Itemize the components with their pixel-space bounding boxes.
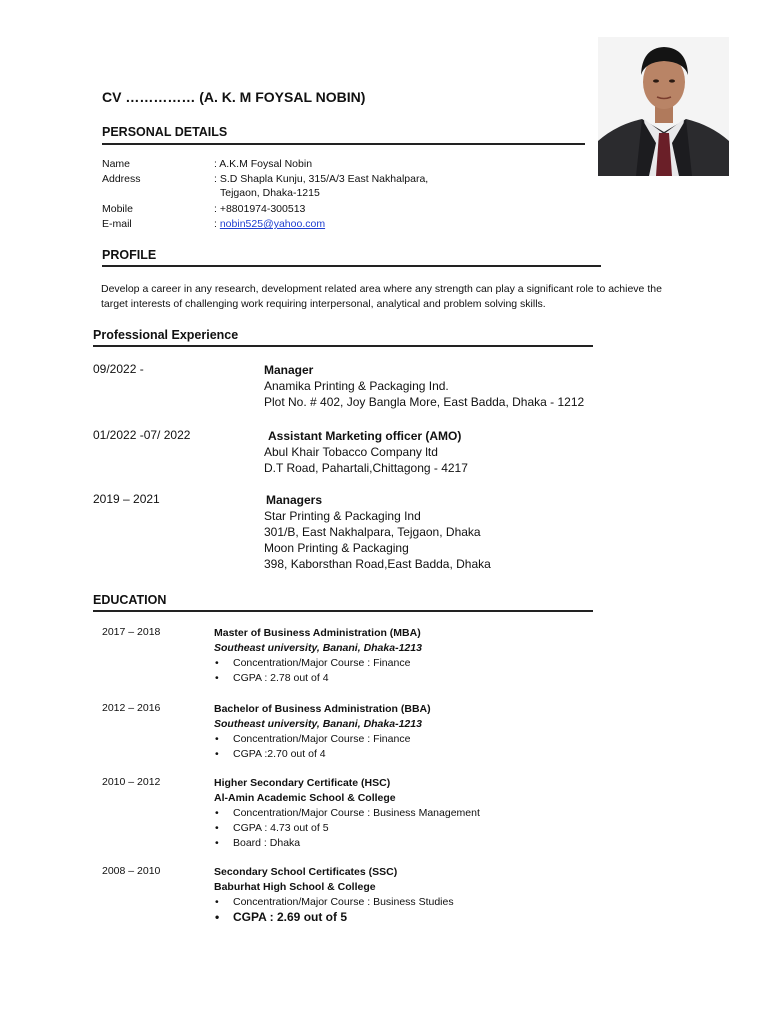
address-line-1: : S.D Shapla Kunju, 315/A/3 East Nakhalpara, (214, 173, 429, 185)
experience-item (264, 362, 584, 410)
address-label: Address (102, 173, 141, 185)
mobile-value: : +8801974-300513 (214, 203, 306, 215)
experience-line: 301/B, East Nakhalpara, Tejgaon, Dhaka (264, 525, 481, 539)
email-colon: : (214, 218, 217, 230)
education-bullet: • CGPA : 4.73 out of 5 (214, 821, 480, 836)
profile-photo (598, 37, 729, 176)
experience-line: D.T Road, Pahartali,Chittagong - 4217 (264, 461, 468, 475)
education-heading: EDUCATION (93, 593, 167, 607)
education-bullet: • CGPA : 2.78 out of 4 (214, 671, 422, 686)
education-bullet: • CGPA : 2.69 out of 5 (214, 910, 454, 925)
experience-line: Star Printing & Packaging Ind (264, 509, 421, 523)
name-label: Name (102, 158, 131, 170)
experience-title: Assistant Marketing officer (AMO) (268, 429, 462, 443)
education-years: 2012 – 2016 (102, 702, 161, 714)
experience-item (264, 492, 491, 572)
experience-title: Managers (266, 493, 323, 507)
address-line-2: Tejgaon, Dhaka-1215 (220, 187, 320, 199)
person-photo-icon (598, 37, 729, 176)
education-bullet: • Concentration/Major Course : Finance (214, 732, 431, 747)
education-institution: Southeast university, Banani, Dhaka-1213 (214, 718, 422, 730)
experience-line: 398, Kaborsthan Road,East Badda, Dhaka (264, 557, 491, 571)
education-years: 2010 – 2012 (102, 776, 161, 788)
email-row (214, 218, 325, 230)
experience-line: Anamika Printing & Packaging Ind. (264, 379, 449, 393)
name-value: : A.K.M Foysal Nobin (214, 158, 313, 170)
experience-line: Plot No. # 402, Joy Bangla More, East Badda, Dhaka - 1212 (264, 395, 585, 409)
profile-divider (102, 265, 601, 267)
email-label: E-mail (102, 218, 132, 230)
education-item (214, 702, 431, 762)
experience-date: 2019 – 2021 (93, 492, 160, 506)
experience-title: Manager (264, 363, 314, 377)
education-item (214, 776, 480, 851)
education-institution: Southeast university, Banani, Dhaka-1213 (214, 642, 422, 654)
experience-date: 01/2022 -07/ 2022 (93, 428, 191, 442)
education-degree: Bachelor of Business Administration (BBA) (214, 703, 431, 715)
experience-date: 09/2022 - (93, 362, 144, 376)
email-link[interactable]: nobin525@yahoo.com (219, 218, 326, 230)
experience-item (264, 428, 468, 476)
education-years: 2017 – 2018 (102, 626, 161, 638)
experience-divider (93, 345, 593, 347)
mobile-label: Mobile (102, 203, 133, 215)
education-bullet: • Concentration/Major Course : Finance (214, 656, 422, 671)
education-years: 2008 – 2010 (102, 865, 161, 877)
experience-heading: Professional Experience (93, 328, 239, 342)
experience-line: Moon Printing & Packaging (264, 541, 409, 555)
profile-text: Develop a career in any research, development related area where any strength can play a significant role to achieve the target interests of challenging work requiring interpersonal, analytical and problem solving skills. (101, 283, 662, 310)
profile-heading: PROFILE (102, 248, 157, 262)
personal-details-divider (102, 143, 585, 145)
education-bullet: • Board : Dhaka (214, 836, 480, 851)
personal-details-heading: PERSONAL DETAILS (102, 125, 228, 139)
education-divider (93, 610, 593, 612)
education-institution: Baburhat High School & College (214, 881, 376, 893)
education-item (214, 626, 422, 686)
cv-title: CV …………… (A. K. M FOYSAL NOBIN) (102, 89, 366, 105)
education-degree: Higher Secondary Certificate (HSC) (214, 777, 391, 789)
experience-line: Abul Khair Tobacco Company ltd (264, 445, 438, 459)
education-bullet: • CGPA :2.70 out of 4 (214, 747, 431, 762)
education-degree: Master of Business Administration (MBA) (214, 627, 421, 639)
education-bullet: • Concentration/Major Course : Business Management (214, 806, 480, 821)
education-item (214, 865, 454, 925)
education-bullet: • Concentration/Major Course : Business Studies (214, 895, 454, 910)
education-institution: Al-Amin Academic School & College (214, 792, 396, 804)
education-degree: Secondary School Certificates (SSC) (214, 866, 398, 878)
